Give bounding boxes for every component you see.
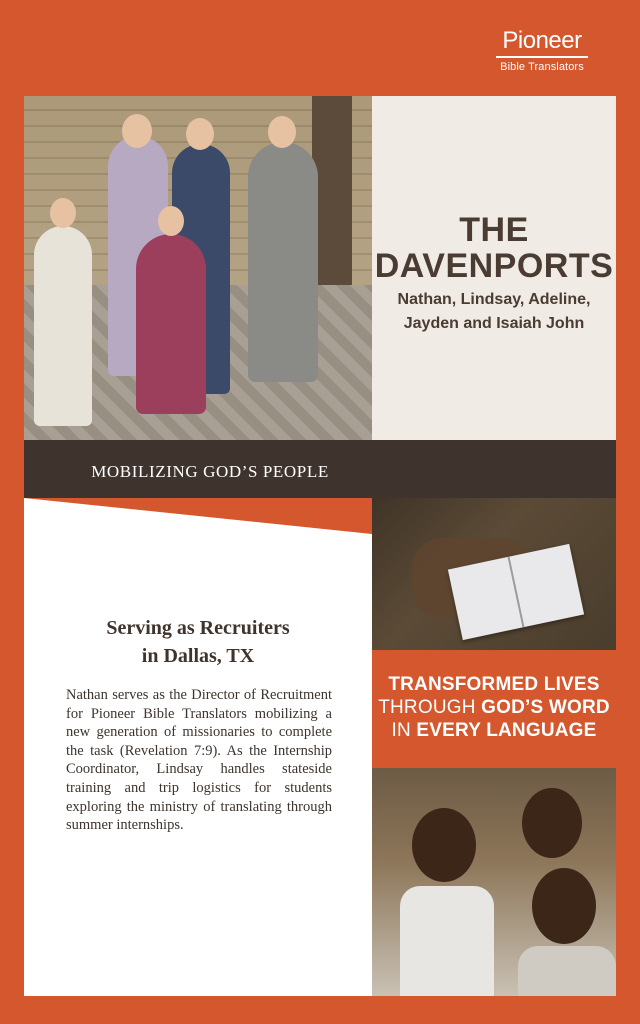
tagline-line-2: THROUGH GOD’S WORD <box>378 697 610 718</box>
child-head <box>522 788 582 858</box>
tagline-line-1: TRANSFORMED LIVES <box>388 674 600 695</box>
tagline-line-3: IN EVERY LANGUAGE <box>391 720 597 741</box>
band-label: MOBILIZING GOD’S PEOPLE <box>91 462 329 481</box>
logo-subtitle: Bible Translators <box>500 61 584 73</box>
family-title: THE DAVENPORTS <box>374 211 614 285</box>
pioneer-logo <box>496 28 588 74</box>
family-name-panel <box>372 96 616 440</box>
figure-son <box>136 234 206 414</box>
logo-book-icon <box>496 56 588 58</box>
logo-name: Pioneer <box>502 27 582 54</box>
bible-reading-photo <box>372 498 616 650</box>
family-names: Nathan, Lindsay, Adeline, Jayden and Isaiah John <box>397 291 591 332</box>
child-head <box>532 868 596 944</box>
family-photo <box>24 96 372 440</box>
figure-daughter-younger <box>34 226 92 426</box>
tagline-panel <box>372 650 616 768</box>
body-heading: Serving as Recruiters in Dallas, TX <box>106 617 290 667</box>
body-paragraph: Nathan serves as the Director of Recruitment for Pioneer Bible Translators mobilizing a new generation of missionaries to complete the task (Revelation 7:9). As the Internship Coordinator, Lindsay handles stateside training and trip logistics for students exploring the ministry of translating through summer internships. <box>66 687 332 834</box>
children-photo <box>372 768 616 996</box>
figure-daughter-older <box>248 142 318 382</box>
mobilizing-band <box>24 440 616 498</box>
child-head <box>412 808 476 882</box>
